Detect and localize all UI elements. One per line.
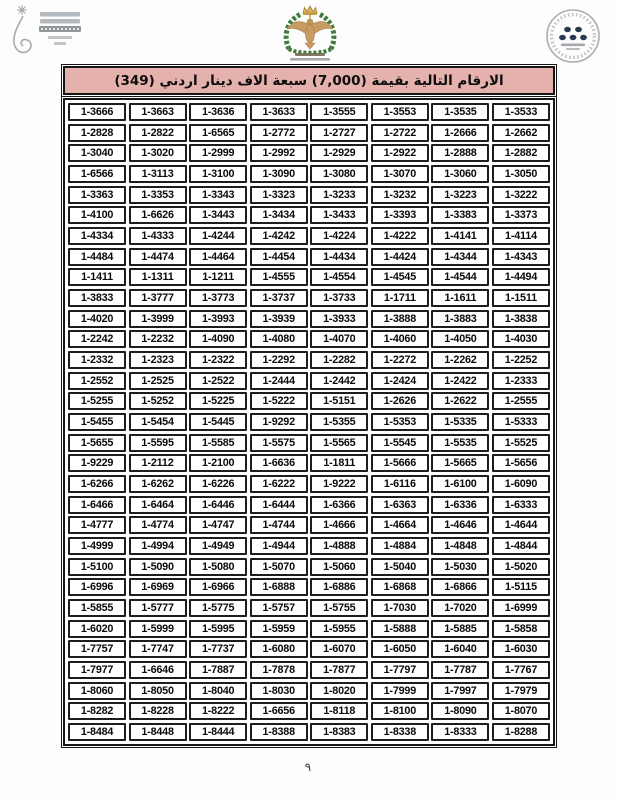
number-cell: 1-3553 [371, 103, 429, 121]
number-cell: 1-6030 [492, 640, 550, 658]
number-cell: 1-5252 [129, 392, 187, 410]
number-cell: 1-7787 [431, 661, 489, 679]
number-cell: 1-4474 [129, 248, 187, 266]
number-cell: 1-5656 [492, 454, 550, 472]
number-cell: 1-8282 [68, 702, 126, 720]
number-cell: 1-3833 [68, 289, 126, 307]
number-cell: 1-5355 [310, 413, 368, 431]
number-cell: 1-4884 [371, 537, 429, 555]
number-cell: 1-5955 [310, 620, 368, 638]
number-cell: 1-4888 [310, 537, 368, 555]
number-cell: 1-5455 [68, 413, 126, 431]
number-cell: 1-4080 [250, 330, 308, 348]
number-cell: 1-4050 [431, 330, 489, 348]
number-cell: 1-9222 [310, 475, 368, 493]
number-cell: 1-8484 [68, 723, 126, 741]
number-cell: 1-5855 [68, 599, 126, 617]
number-cell: 1-6646 [129, 661, 187, 679]
number-cell: 1-2272 [371, 351, 429, 369]
number-cell: 1-7767 [492, 661, 550, 679]
number-cell: 1-6966 [189, 578, 247, 596]
number-cell: 1-2422 [431, 372, 489, 390]
number-cell: 1-5757 [250, 599, 308, 617]
number-cell: 1-4344 [431, 248, 489, 266]
number-cell: 1-4224 [310, 227, 368, 245]
page-number: ٩ [304, 760, 312, 774]
number-cell: 1-5445 [189, 413, 247, 431]
number-cell: 1-5999 [129, 620, 187, 638]
number-cell: 1-8118 [310, 702, 368, 720]
number-cell: 1-3040 [68, 144, 126, 162]
winning-numbers-table [63, 98, 555, 746]
number-cell: 1-5255 [68, 392, 126, 410]
number-cell: 1-5775 [189, 599, 247, 617]
number-cell: 1-3933 [310, 310, 368, 328]
number-cell: 1-2242 [68, 330, 126, 348]
number-cell: 1-5353 [371, 413, 429, 431]
number-cell: 1-4949 [189, 537, 247, 555]
number-cell: 1-4994 [129, 537, 187, 555]
number-cell: 1-6886 [310, 578, 368, 596]
number-cell: 1-3050 [492, 165, 550, 183]
number-cell: 1-5040 [371, 558, 429, 576]
number-cell: 1-6366 [310, 496, 368, 514]
number-cell: 1-3080 [310, 165, 368, 183]
number-cell: 1-6333 [492, 496, 550, 514]
number-cell: 1-5225 [189, 392, 247, 410]
number-cell: 1-2100 [189, 454, 247, 472]
number-cell: 1-6262 [129, 475, 187, 493]
number-cell: 1-7877 [310, 661, 368, 679]
number-cell: 1-4484 [68, 248, 126, 266]
number-cell: 1-6222 [250, 475, 308, 493]
number-cell: 1-3535 [431, 103, 489, 121]
number-cell: 1-3838 [492, 310, 550, 328]
number-cell: 1-8222 [189, 702, 247, 720]
number-cell: 1-6446 [189, 496, 247, 514]
number-cell: 1-3363 [68, 186, 126, 204]
number-cell: 1-6888 [250, 578, 308, 596]
number-cell: 1-4141 [431, 227, 489, 245]
number-cell: 1-5090 [129, 558, 187, 576]
egov-stamp-icon [6, 4, 86, 64]
number-cell: 1-4030 [492, 330, 550, 348]
number-cell: 1-2282 [310, 351, 368, 369]
number-cell: 1-2552 [68, 372, 126, 390]
number-cell: 1-6050 [371, 640, 429, 658]
number-cell: 1-7997 [431, 682, 489, 700]
number-cell: 1-2232 [129, 330, 187, 348]
number-cell: 1-4944 [250, 537, 308, 555]
number-cell: 1-3090 [250, 165, 308, 183]
number-cell: 1-5665 [431, 454, 489, 472]
number-cell: 1-7797 [371, 661, 429, 679]
number-cell: 1-8338 [371, 723, 429, 741]
number-cell: 1-2332 [68, 351, 126, 369]
number-cell: 1-3383 [431, 206, 489, 224]
number-cell: 1-3343 [189, 186, 247, 204]
number-cell: 1-8444 [189, 723, 247, 741]
number-cell: 1-1611 [431, 289, 489, 307]
number-cell: 1-8030 [250, 682, 308, 700]
number-cell: 1-3999 [129, 310, 187, 328]
number-cell: 1-2444 [250, 372, 308, 390]
number-cell: 1-2626 [371, 392, 429, 410]
number-cell: 1-3433 [310, 206, 368, 224]
number-cell: 1-8383 [310, 723, 368, 741]
number-cell: 1-6080 [250, 640, 308, 658]
number-cell: 1-4494 [492, 268, 550, 286]
number-cell: 1-6040 [431, 640, 489, 658]
number-cell: 1-3223 [431, 186, 489, 204]
number-cell: 1-2292 [250, 351, 308, 369]
number-cell: 1-3939 [250, 310, 308, 328]
number-cell: 1-6090 [492, 475, 550, 493]
number-cell: 1-3993 [189, 310, 247, 328]
number-cell: 1-4334 [68, 227, 126, 245]
number-cell: 1-5535 [431, 434, 489, 452]
number-cell: 1-6866 [431, 578, 489, 596]
number-cell: 1-6444 [250, 496, 308, 514]
number-cell: 1-4646 [431, 516, 489, 534]
number-cell: 1-2772 [250, 124, 308, 142]
number-cell: 1-4244 [189, 227, 247, 245]
number-cell: 1-8228 [129, 702, 187, 720]
number-cell: 1-5888 [371, 620, 429, 638]
number-cell: 1-6868 [371, 578, 429, 596]
number-cell: 1-2252 [492, 351, 550, 369]
number-cell: 1-5020 [492, 558, 550, 576]
number-cell: 1-5151 [310, 392, 368, 410]
number-cell: 1-8333 [431, 723, 489, 741]
number-cell: 1-4544 [431, 268, 489, 286]
number-cell: 1-2882 [492, 144, 550, 162]
number-cell: 1-8040 [189, 682, 247, 700]
number-cell: 1-6565 [189, 124, 247, 142]
number-cell: 1-6626 [129, 206, 187, 224]
number-cell: 1-2333 [492, 372, 550, 390]
number-cell: 1-4774 [129, 516, 187, 534]
number-cell: 1-6566 [68, 165, 126, 183]
number-cell: 1-5858 [492, 620, 550, 638]
number-cell: 1-4664 [371, 516, 429, 534]
number-cell: 1-8100 [371, 702, 429, 720]
number-cell: 1-1211 [189, 268, 247, 286]
number-cell: 1-4343 [492, 248, 550, 266]
number-cell: 1-5525 [492, 434, 550, 452]
number-cell: 1-6656 [250, 702, 308, 720]
number-cell: 1-6070 [310, 640, 368, 658]
number-cell: 1-3070 [371, 165, 429, 183]
number-cell: 1-1511 [492, 289, 550, 307]
number-cell: 1-3443 [189, 206, 247, 224]
number-cell: 1-2262 [431, 351, 489, 369]
number-cell: 1-8288 [492, 723, 550, 741]
number-cell: 1-4333 [129, 227, 187, 245]
number-cell: 1-5585 [189, 434, 247, 452]
number-cell: 1-5030 [431, 558, 489, 576]
number-cell: 1-4100 [68, 206, 126, 224]
number-cell: 1-3323 [250, 186, 308, 204]
number-cell: 1-5545 [371, 434, 429, 452]
number-cell: 1-8448 [129, 723, 187, 741]
number-cell: 1-4454 [250, 248, 308, 266]
number-cell: 1-5070 [250, 558, 308, 576]
number-cell: 1-3353 [129, 186, 187, 204]
number-cell: 1-2662 [492, 124, 550, 142]
number-cell: 1-7030 [371, 599, 429, 617]
number-cell: 1-4848 [431, 537, 489, 555]
number-cell: 1-2828 [68, 124, 126, 142]
number-cell: 1-3555 [310, 103, 368, 121]
number-cell: 1-2929 [310, 144, 368, 162]
number-cell: 1-4744 [250, 516, 308, 534]
number-cell: 1-9229 [68, 454, 126, 472]
number-cell: 1-3633 [250, 103, 308, 121]
number-cell: 1-5995 [189, 620, 247, 638]
number-cell: 1-3533 [492, 103, 550, 121]
number-cell: 1-4777 [68, 516, 126, 534]
number-cell: 1-1811 [310, 454, 368, 472]
number-cell: 1-4555 [250, 268, 308, 286]
number-cell: 1-2323 [129, 351, 187, 369]
jordan-armed-forces-emblem [259, 3, 361, 63]
number-cell: 1-4747 [189, 516, 247, 534]
number-cell: 1-4545 [371, 268, 429, 286]
number-cell: 1-1711 [371, 289, 429, 307]
number-cell: 1-9292 [250, 413, 308, 431]
number-cell: 1-2727 [310, 124, 368, 142]
number-cell: 1-7747 [129, 640, 187, 658]
number-cell: 1-7979 [492, 682, 550, 700]
number-cell: 1-5060 [310, 558, 368, 576]
number-cell: 1-5100 [68, 558, 126, 576]
number-cell: 1-3233 [310, 186, 368, 204]
number-cell: 1-5333 [492, 413, 550, 431]
number-cell: 1-7757 [68, 640, 126, 658]
number-cell: 1-2555 [492, 392, 550, 410]
number-cell: 1-2424 [371, 372, 429, 390]
number-cell: 1-3883 [431, 310, 489, 328]
number-cell: 1-2888 [431, 144, 489, 162]
number-cell: 1-2922 [371, 144, 429, 162]
number-cell: 1-4114 [492, 227, 550, 245]
number-cell: 1-3393 [371, 206, 429, 224]
number-cell: 1-3113 [129, 165, 187, 183]
number-cell: 1-8070 [492, 702, 550, 720]
number-cell: 1-2822 [129, 124, 187, 142]
number-cell: 1-4060 [371, 330, 429, 348]
number-cell: 1-3737 [250, 289, 308, 307]
number-cell: 1-2112 [129, 454, 187, 472]
number-cell: 1-4464 [189, 248, 247, 266]
number-cell: 1-3020 [129, 144, 187, 162]
number-cell: 1-1311 [129, 268, 187, 286]
number-cell: 1-5115 [492, 578, 550, 596]
number-cell: 1-6266 [68, 475, 126, 493]
number-cell: 1-3100 [189, 165, 247, 183]
number-cell: 1-8050 [129, 682, 187, 700]
number-cell: 1-4424 [371, 248, 429, 266]
number-cell: 1-5454 [129, 413, 187, 431]
number-cell: 1-1411 [68, 268, 126, 286]
number-cell: 1-5595 [129, 434, 187, 452]
number-cell: 1-8388 [250, 723, 308, 741]
number-cell: 1-4242 [250, 227, 308, 245]
number-cell: 1-2622 [431, 392, 489, 410]
number-cell: 1-2525 [129, 372, 187, 390]
number-cell: 1-2722 [371, 124, 429, 142]
number-cell: 1-2999 [189, 144, 247, 162]
number-cell: 1-5222 [250, 392, 308, 410]
number-cell: 1-3666 [68, 103, 126, 121]
number-cell: 1-4434 [310, 248, 368, 266]
number-cell: 1-2442 [310, 372, 368, 390]
number-cell: 1-3434 [250, 206, 308, 224]
number-cell: 1-6466 [68, 496, 126, 514]
number-cell: 1-3733 [310, 289, 368, 307]
number-cell: 1-6100 [431, 475, 489, 493]
number-cell: 1-4070 [310, 330, 368, 348]
number-cell: 1-3777 [129, 289, 187, 307]
number-cell: 1-6999 [492, 599, 550, 617]
number-cell: 1-3663 [129, 103, 187, 121]
number-cell: 1-7977 [68, 661, 126, 679]
number-cell: 1-6969 [129, 578, 187, 596]
number-cell: 1-3373 [492, 206, 550, 224]
number-cell: 1-4222 [371, 227, 429, 245]
number-cell: 1-3060 [431, 165, 489, 183]
number-cell: 1-6363 [371, 496, 429, 514]
number-cell: 1-8060 [68, 682, 126, 700]
number-cell: 1-2522 [189, 372, 247, 390]
number-cell: 1-6636 [250, 454, 308, 472]
number-cell: 1-5335 [431, 413, 489, 431]
number-cell: 1-5755 [310, 599, 368, 617]
number-cell: 1-4020 [68, 310, 126, 328]
number-cell: 1-3773 [189, 289, 247, 307]
number-cell: 1-5777 [129, 599, 187, 617]
number-cell: 1-8020 [310, 682, 368, 700]
number-cell: 1-2322 [189, 351, 247, 369]
number-cell: 1-3888 [371, 310, 429, 328]
number-cell: 1-7020 [431, 599, 489, 617]
number-cell: 1-4844 [492, 537, 550, 555]
number-cell: 1-5565 [310, 434, 368, 452]
number-cell: 1-7737 [189, 640, 247, 658]
number-cell: 1-4999 [68, 537, 126, 555]
number-cell: 1-2992 [250, 144, 308, 162]
number-cell: 1-3232 [371, 186, 429, 204]
number-cell: 1-6226 [189, 475, 247, 493]
circular-seal-logo [543, 8, 603, 66]
circular-seal-icon [543, 8, 603, 66]
number-cell: 1-8090 [431, 702, 489, 720]
egov-stamp-logo [6, 4, 86, 64]
number-cell: 1-5080 [189, 558, 247, 576]
number-cell: 1-2666 [431, 124, 489, 142]
prize-title-text: الارقام التالية بقيمة (7,000) سبعة الاف دينار اردني (349) [114, 72, 504, 89]
number-cell: 1-7878 [250, 661, 308, 679]
prize-title-bar [63, 66, 555, 95]
number-cell: 1-5959 [250, 620, 308, 638]
number-cell: 1-3636 [189, 103, 247, 121]
number-cell: 1-4554 [310, 268, 368, 286]
number-cell: 1-6996 [68, 578, 126, 596]
number-cell: 1-4666 [310, 516, 368, 534]
number-cell: 1-4644 [492, 516, 550, 534]
number-cell: 1-5575 [250, 434, 308, 452]
number-cell: 1-7999 [371, 682, 429, 700]
number-cell: 1-7887 [189, 661, 247, 679]
number-cell: 1-5666 [371, 454, 429, 472]
number-cell: 1-6116 [371, 475, 429, 493]
number-cell: 1-4090 [189, 330, 247, 348]
armed-forces-emblem-icon [259, 3, 361, 63]
number-cell: 1-5655 [68, 434, 126, 452]
number-cell: 1-6464 [129, 496, 187, 514]
number-cell: 1-3222 [492, 186, 550, 204]
number-cell: 1-6336 [431, 496, 489, 514]
number-cell: 1-5885 [431, 620, 489, 638]
number-cell: 1-6020 [68, 620, 126, 638]
